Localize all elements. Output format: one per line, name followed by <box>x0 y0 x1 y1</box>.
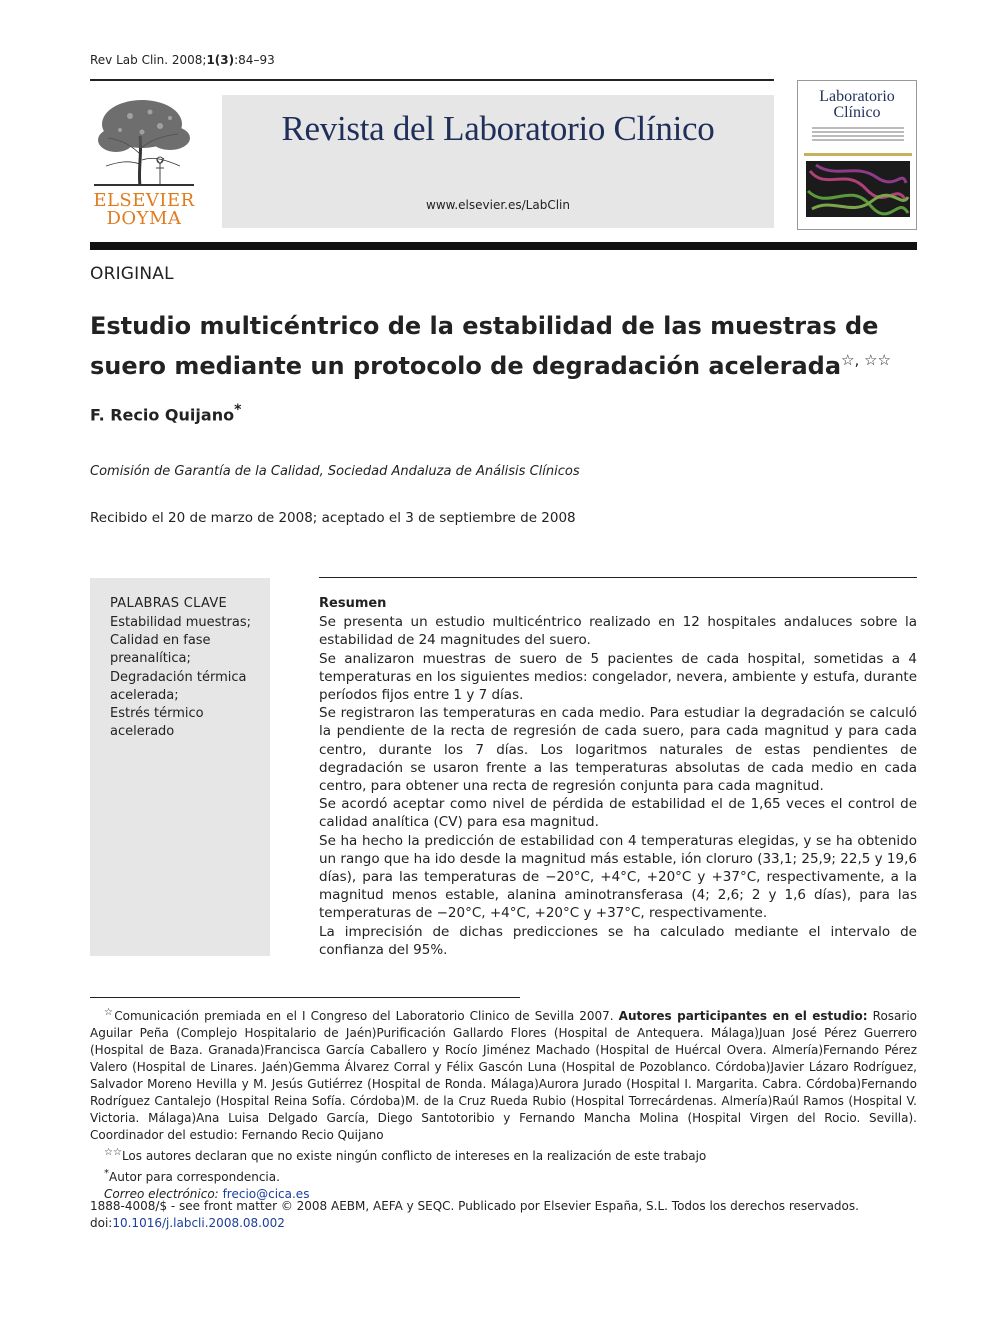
abstract-paragraph: Se ha hecho la predicción de estabilidad con 4 temperaturas elegidas, y se ha obtenido un rango que ha ido desde la magnitud más estable, ión cloruro (33,1; 25,9; 22,5 y 19,6 días), para las temperaturas de −20°C, +4°C, +20°C y +37°C, respectivamente, a la magnitud menos estable, alanina aminotransferasa (4; 2,6; 2 y 1,6 días), para las temperaturas de −20°C, +4°C, +20°C y +37°C, respectivamente. <box>319 832 917 922</box>
footnote-rule <box>90 997 520 998</box>
keywords-list <box>110 614 260 741</box>
footnote-correspondence: *Autor para correspondencia. <box>104 1168 280 1184</box>
abstract-rule <box>319 577 917 578</box>
journal-url[interactable]: www.elsevier.es/LabClin <box>426 198 570 212</box>
cover-title: Laboratorio Clínico <box>819 88 895 121</box>
section-label: ORIGINAL <box>90 264 174 284</box>
footnote-award: ☆Comunicación premiada en el I Congreso del Laboratorio Clinico de Sevilla 2007. Autores participantes en el estudio: Rosario Aguilar Peña (Complejo Hospitalario de Jaén)Purificación Gallardo Flores (Hospital de Antequera. Málaga)Juan José Pérez Guerrero (Hospital de Baza. Granada)Francisca García Caballero y Rocío Jiménez Machado (Hospital de Huércal Overa. Almería)Fernando Pérez Valero (Hospital de Linares. Jaén)Gemma Álvarez Corral y Félix Gascón Luna (Hospital de Pozoblanco. Córdoba)Javier Lázaro Rodríguez, Salvador Moreno Hevilla y M. Jesús Gutiérrez (Hospital de Ronda. Málaga)Aurora Jurado (Hospital I. Margarita. Cabra. Córdoba)Fernando Rodríguez Cantalejo (Hospital Reina Sofía. Córdoba)M. de la Cruz Rueda Rubio (Hospital Torrecárdenas. Almería)Raúl Ramos (Hospital V. Victoria. Málaga)Ana Luisa Delgado García, Diego Santotoribio y Fernando Mancha Molina (Hospital Virgen del Rocio. Sevilla). Coordinador del estudio: Fernando Recio Quijano <box>90 1007 918 1142</box>
abstract-paragraph: Se acordó aceptar como nivel de pérdida de estabilidad el de 1,65 veces el control de calidad analítica (CV) para esa magnitud. <box>319 796 917 831</box>
cover-band <box>804 153 912 156</box>
footnote-conflict: ☆☆Los autores declaran que no existe ningún conflicto de intereses en la realización de este trabajo <box>104 1147 707 1163</box>
title-footnote-marks[interactable]: ☆, ☆☆ <box>841 351 891 369</box>
received-dates: Recibido el 20 de marzo de 2008; aceptado el 3 de septiembre de 2008 <box>90 510 576 526</box>
journal-cover-thumbnail <box>797 80 917 230</box>
abstract <box>319 595 917 959</box>
abstract-paragraph: Se registraron las temperaturas en cada medio. Para estudiar la degradación se calculó la pendiente de la recta de regresión de cada suero, para cada magnitud y para cada centro, durante los 7 días. Los logaritmos naturales de estas pendientes de degradación se usaron frente a las temperaturas absolutas de cada medio en cada centro, para obtener una recta de regresión conjunta para cada magnitud. <box>319 705 917 795</box>
publisher-logo-text: ELSEVIER DOYMA <box>93 190 195 229</box>
keyword-item: Estabilidad muestras; <box>110 615 251 630</box>
abstract-heading: Resumen <box>319 596 387 611</box>
keyword-item: Estrés térmico acelerado <box>110 706 204 740</box>
footnote-email: Correo electrónico: frecio@cica.es <box>104 1187 310 1201</box>
header-thick-rule <box>90 242 917 250</box>
keywords-title: PALABRAS CLAVE <box>110 596 228 611</box>
journal-title: Revista del Laboratorio Clínico <box>281 109 715 148</box>
keywords-panel <box>90 578 270 956</box>
abstract-paragraph: La imprecisión de dichas predicciones se ha calculado mediante el intervalo de confianza del 95%. <box>319 923 917 958</box>
cover-microscopy-image <box>806 161 910 217</box>
keyword-item: Degradación térmica acelerada; <box>110 669 247 703</box>
header-rule <box>90 79 774 81</box>
copyright-text: 1888-4008/$ - see front matter © 2008 AEBM, AEFA y SEQC. Publicado por Elsevier España, S.L. Todos los derechos reservados. <box>90 1199 859 1213</box>
author-affiliation: Comisión de Garantía de la Calidad, Sociedad Andaluza de Análisis Clínicos <box>90 464 580 479</box>
doi-link[interactable]: 10.1016/j.labcli.2008.08.002 <box>112 1216 285 1230</box>
article-title: Estudio multicéntrico de la estabilidad de las muestras de suero mediante un protocolo de degradación acelerada☆, ☆☆ <box>90 312 891 380</box>
journal-header <box>222 95 774 228</box>
abstract-paragraph: Se presenta un estudio multicéntrico realizado en 12 hospitales andaluces sobre la estabilidad de 24 magnitudes del suero. <box>319 614 917 649</box>
author-name: F. Recio Quijano* <box>90 402 242 425</box>
author-email-link[interactable]: frecio@cica.es <box>222 1187 310 1201</box>
author-footnote-mark[interactable]: * <box>234 402 242 418</box>
journal-citation: Rev Lab Clin. 2008;1(3):84–93 <box>90 53 275 67</box>
doi-line: doi:10.1016/j.labcli.2008.08.002 <box>90 1216 285 1230</box>
keyword-item: Calidad en fase preanalítica; <box>110 633 211 667</box>
copyright-block <box>90 1198 917 1232</box>
cover-text-lines <box>812 127 904 143</box>
abstract-paragraph: Se analizaron muestras de suero de 5 pacientes de cada hospital, sometidas a 4 temperaturas en los siguientes medios: congelador, nevera, ambiente y estufa, durante períodos fijos entre 1 y 7 días. <box>319 650 917 704</box>
footnotes <box>90 1004 917 1203</box>
